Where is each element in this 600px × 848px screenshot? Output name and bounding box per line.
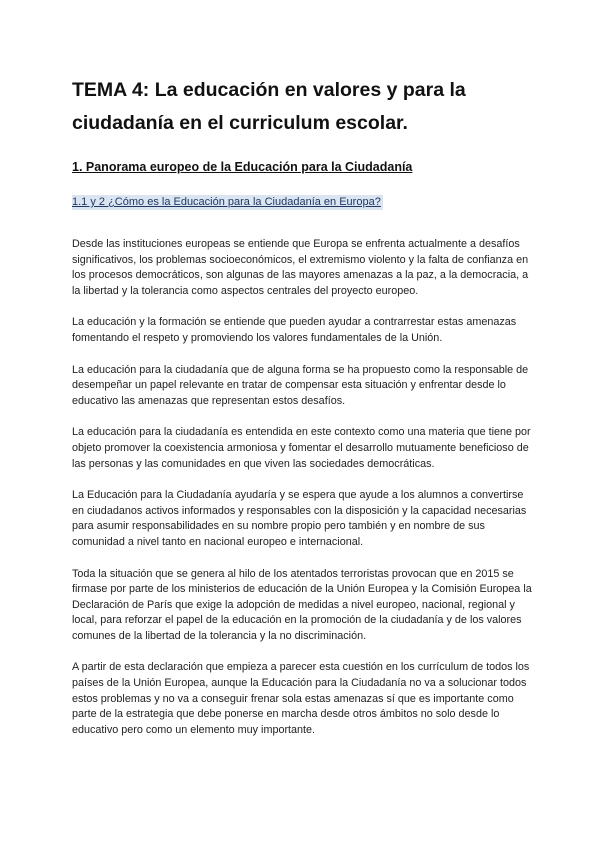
paragraph: La educación para la ciudadanía es entendida en este contexto como una materia que tiene por objeto promover la coexistencia armoniosa y fomentar el desarrollo mutuamente beneficioso de las personas y las comunidades en que viven las sociedades democráticas. xyxy=(72,426,531,470)
paragraph: La educación para la ciudadanía que de alguna forma se ha propuesto como la responsable de desempeñar un papel relevante en tratar de compensar esta situación y enfrentar desde lo educativo las amenazas que representan estos desafíos. xyxy=(72,363,529,407)
paragraph: A partir de esta declaración que empieza a parecer esta cuestión en los currículum de todos los países de la Unión Europea, aunque la Educación para la Ciudadanía no va a solucionar todos estos problemas y no va a conseguir frenar sola estas amenazas sí que es importante como parte de la estrategia que debe ponerse en marcha desde otros ámbitos no solo desde lo educativo pero como un elemento muy importante. xyxy=(72,661,530,736)
paragraph: Desde las instituciones europeas se entiende que Europa se enfrenta actualmente a desafíos significativos, los problemas socioeconómicos, el extremismo violento y la falta de confianza en los procesos democráticos, son algunas de las mayores amenazas a la paz, a la democracia, a la libertad y la tolerancia como aspectos centrales del proyecto europeo. xyxy=(72,238,529,297)
subsection-link[interactable]: 1.1 y 2 ¿Cómo es la Educación para la Ciudadanía en Europa? xyxy=(72,196,381,208)
document-title xyxy=(72,74,532,140)
document-page xyxy=(72,74,532,754)
document-body xyxy=(72,237,532,738)
title-line-2: ciudadanía en el curriculum escolar. xyxy=(72,112,408,134)
title-line-1: TEMA 4: La educación en valores y para la xyxy=(72,79,466,101)
section-heading: 1. Panorama europeo de la Educación para la Ciudadanía xyxy=(72,160,413,174)
paragraph: Toda la situación que se genera al hilo de los atentados terroristas provocan que en 2015 se firmase por parte de los ministerios de educación de la Unión Europea y la Comisión Europea la Declaración de París que exige la adopción de medidas a nivel europeo, nacional, regional y local, para reforzar el papel de la educación en la promoción de la ciudadanía y de los valores comunes de la libertad de la tolerancia y la no discriminación. xyxy=(72,567,532,642)
paragraph: La Educación para la Ciudadanía ayudaría y se espera que ayude a los alumnos a convertirse en ciudadanos activos informados y responsables con la disposición y la capacidad necesarias para asumir responsabilidades en su nombre propio pero también y en nombre de sus comunidad a nivel tanto en nacional europeo e internacional. xyxy=(72,489,527,548)
paragraph: La educación y la formación se entiende que pueden ayudar a contrarrestar estas amenazas fomentando el respeto y promoviendo los valores fundamentales de la Unión. xyxy=(72,316,517,344)
